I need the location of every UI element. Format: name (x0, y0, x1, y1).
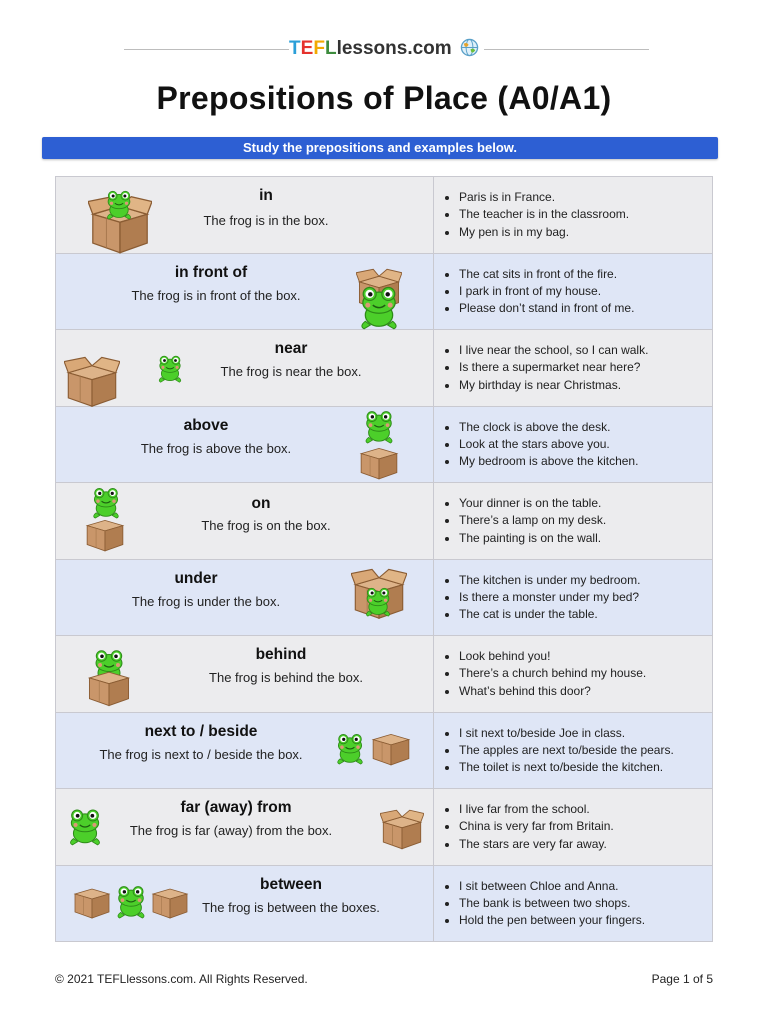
frog-image (64, 807, 106, 850)
footer-page-number: Page 1 of 5 (651, 972, 713, 986)
example-item: • Paris is in France. (459, 189, 712, 206)
example-sentence: The frog is near the box. (220, 364, 362, 379)
preposition-row (56, 483, 712, 560)
globe-icon (460, 38, 479, 57)
example-item: • I park in front of my house. (459, 283, 712, 300)
preposition-label: next to / beside (144, 722, 258, 740)
illustration-cell (56, 407, 434, 483)
example-item: • The apples are next to/beside the pears. (459, 742, 712, 759)
frog-image (154, 354, 186, 387)
frog-image (332, 732, 368, 769)
preposition-row (56, 560, 712, 637)
examples-cell (434, 254, 712, 330)
page-title: Prepositions of Place (A0/A1) (156, 80, 612, 116)
box-image (380, 809, 424, 855)
instruction-banner: Study the prepositions and examples below. (42, 137, 718, 159)
example-item: • My pen is in my bag. (459, 224, 712, 241)
site-logo (0, 38, 768, 60)
example-item: • The painting is on the wall. (459, 530, 712, 547)
box-image (358, 441, 400, 485)
example-item: • The toilet is next to/beside the kitchen. (459, 759, 712, 776)
examples-cell (434, 560, 712, 636)
example-sentence: The frog is between the boxes. (202, 899, 380, 915)
example-item: • I sit next to/beside Joe in class. (459, 725, 712, 742)
illustration-cell (56, 713, 434, 789)
examples-cell (434, 713, 712, 789)
preposition-row (56, 866, 712, 942)
example-item: • Hold the pen between your fingers. (459, 912, 712, 929)
example-item: • China is very far from Britain. (459, 818, 712, 835)
examples-list (434, 495, 712, 547)
illustration-cell (56, 177, 434, 253)
preposition-row (56, 407, 712, 484)
example-sentence: The frog is behind the box. (209, 670, 363, 685)
logo-letter-f: F (313, 38, 325, 59)
illustration-cell (56, 483, 434, 559)
examples-list (434, 801, 712, 853)
examples-list (434, 189, 712, 241)
example-item: • I sit between Chloe and Anna. (459, 878, 712, 895)
logo-letter-t: T (289, 38, 301, 59)
example-item: • My bedroom is above the kitchen. (459, 453, 712, 470)
preposition-label: far (away) from (180, 799, 292, 816)
box-image (64, 356, 120, 413)
example-sentence: The frog is under the box. (131, 593, 281, 609)
examples-cell (434, 407, 712, 483)
example-item: • Is there a supermarket near here? (459, 359, 712, 376)
preposition-label: near (274, 340, 308, 357)
example-item: • Look behind you! (459, 648, 712, 665)
preposition-row (56, 636, 712, 713)
frog-image (102, 189, 136, 224)
preposition-label: between (259, 875, 322, 893)
examples-cell (434, 866, 712, 942)
example-item: • Look at the stars above you. (459, 436, 712, 453)
frog-image (354, 284, 404, 334)
example-item: • Your dinner is on the table. (459, 495, 712, 512)
preposition-row (56, 254, 712, 331)
example-item: • The bank is between two shops. (459, 895, 712, 912)
preposition-label: on (251, 495, 271, 512)
preposition-label: behind (255, 646, 307, 663)
example-item: • The teacher is in the classroom. (459, 206, 712, 223)
examples-cell (434, 177, 712, 253)
preposition-label: under (174, 569, 218, 587)
illustration-cell (56, 866, 434, 942)
examples-list (434, 342, 712, 394)
example-item: • The clock is above the desk. (459, 419, 712, 436)
frog-image (361, 586, 395, 621)
example-item: • Is there a monster under my bed? (459, 589, 712, 606)
preposition-label: in (259, 187, 273, 204)
example-item: • There’s a lamp on my desk. (459, 512, 712, 529)
example-item: • The cat is under the table. (459, 606, 712, 623)
examples-list (434, 266, 712, 318)
example-sentence: The frog is far (away) from the box. (129, 823, 333, 838)
box-image (370, 727, 412, 771)
box-image (150, 882, 190, 924)
example-item: • The kitchen is under my bedroom. (459, 572, 712, 589)
example-item: • What’s behind this door? (459, 683, 712, 700)
preposition-label: in front of (174, 263, 248, 281)
examples-list (434, 648, 712, 700)
box-image (86, 664, 132, 712)
examples-list (434, 419, 712, 471)
preposition-row (56, 789, 712, 866)
example-item: • Please don’t stand in front of me. (459, 300, 712, 317)
examples-list (434, 878, 712, 930)
box-image (84, 513, 126, 557)
example-item: • The cat sits in front of the fire. (459, 266, 712, 283)
examples-list (434, 572, 712, 624)
example-sentence: The frog is on the box. (201, 518, 331, 533)
illustration-cell (56, 789, 434, 865)
example-item: • There’s a church behind my house. (459, 665, 712, 682)
preposition-label: above (183, 416, 229, 434)
logo-letter-l: L (324, 38, 337, 59)
example-item: • I live near the school, so I can walk. (459, 342, 712, 359)
example-sentence: The frog is in the box. (203, 213, 329, 228)
logo-text: lessons.com (336, 38, 452, 59)
examples-cell (434, 483, 712, 559)
examples-cell (434, 789, 712, 865)
frog-image (112, 884, 150, 923)
example-item: • The stars are very far away. (459, 836, 712, 853)
examples-cell (434, 636, 712, 712)
footer-copyright: © 2021 TEFLlessons.com. All Rights Reserved. (55, 972, 308, 986)
box-image (72, 882, 112, 924)
prepositions-table (55, 176, 713, 942)
example-item: • My birthday is near Christmas. (459, 377, 712, 394)
illustration-cell (56, 636, 434, 712)
preposition-row (56, 713, 712, 790)
illustration-cell (56, 560, 434, 636)
examples-cell (434, 330, 712, 406)
illustration-cell (56, 254, 434, 330)
example-sentence: The frog is in front of the box. (131, 287, 301, 303)
logo-letter-e: E (300, 38, 314, 59)
example-sentence: The frog is next to / beside the box. (99, 746, 303, 762)
preposition-row (56, 330, 712, 407)
illustration-cell (56, 330, 434, 406)
preposition-row (56, 177, 712, 254)
example-item: • I live far from the school. (459, 801, 712, 818)
examples-list (434, 725, 712, 777)
example-sentence: The frog is above the box. (140, 440, 292, 456)
